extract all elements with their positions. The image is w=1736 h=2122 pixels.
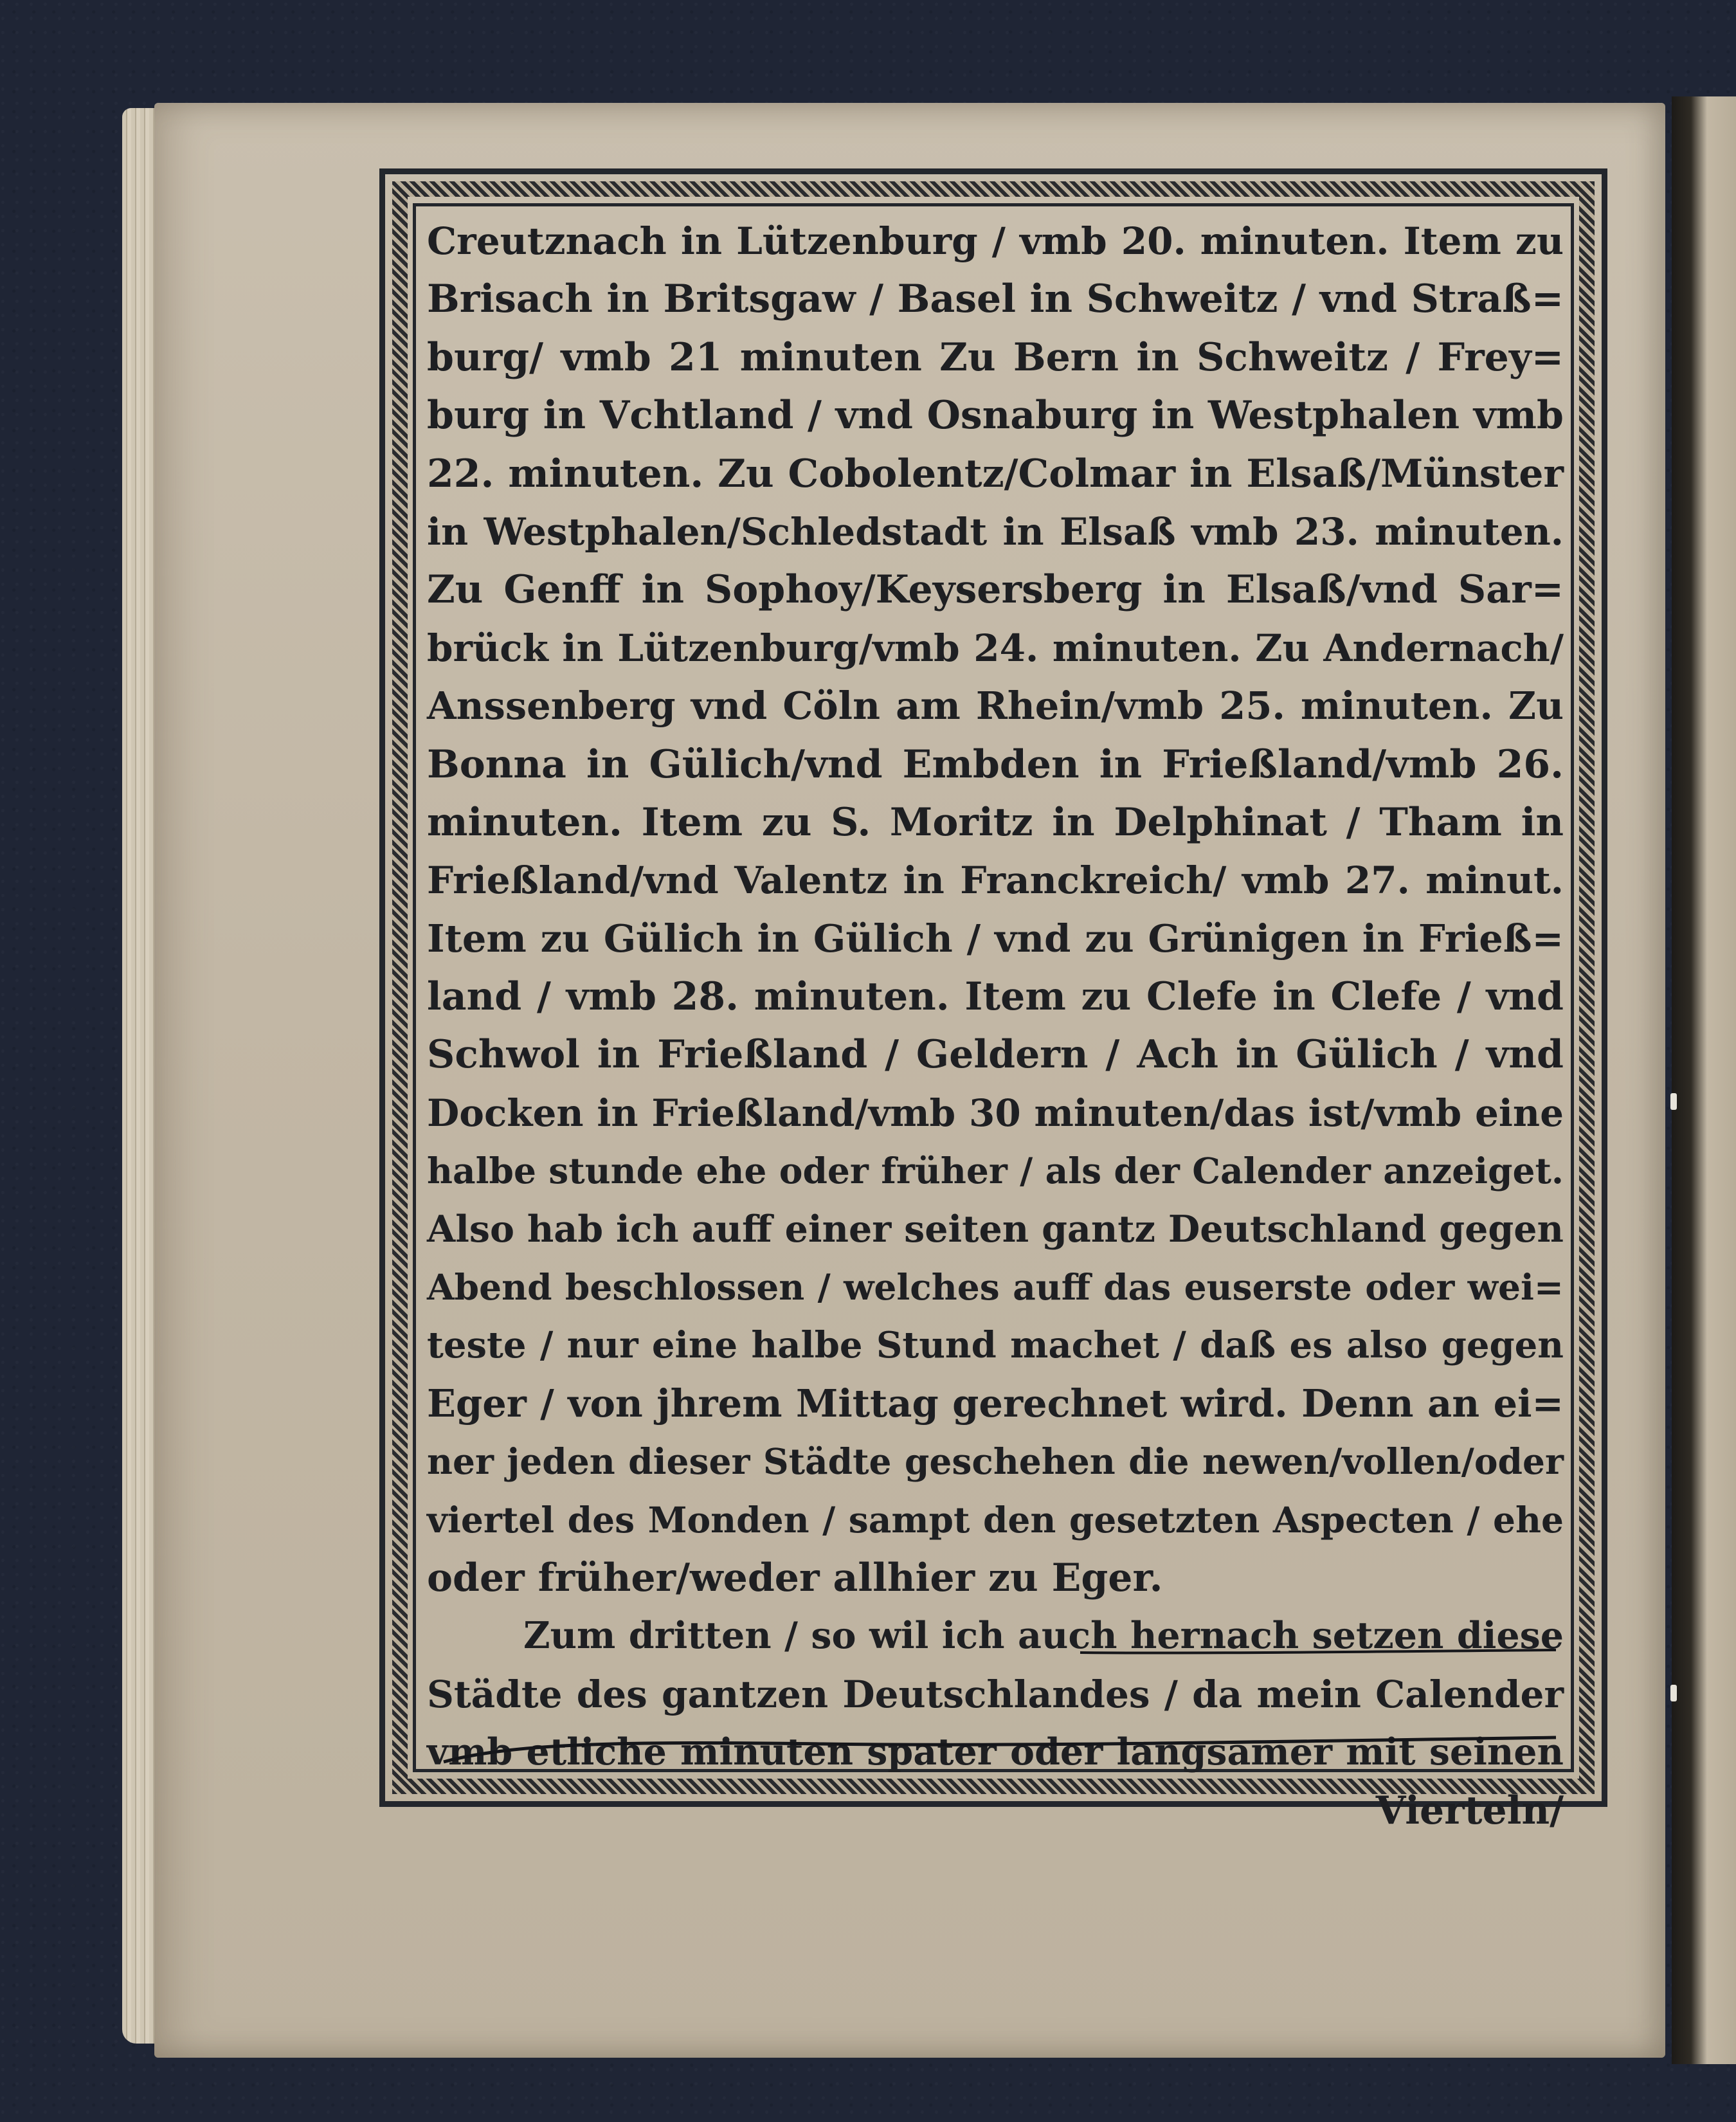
text-line: Docken in Frießland/vmb 30 minuten/das ist/vmb eine	[427, 1091, 1564, 1135]
text-line: Brisach in Britsgaw / Basel in Schweitz / vnd Straß=	[427, 277, 1564, 322]
text-line: Also hab ich auff einer seiten gantz Deutschland gegen	[427, 1207, 1564, 1251]
handwritten-underline	[437, 1736, 1569, 1775]
text-line: burg in Vchtland / vnd Osnaburg in Westphalen vmb	[427, 393, 1564, 439]
text-line: brück in Lützenburg/vmb 24. minuten. Zu Andernach/	[427, 626, 1564, 670]
text-line: oder früher/weder allhier zu Eger.	[427, 1555, 1163, 1601]
text-line: Anssenberg vnd Cöln am Rhein/vmb 25. minuten. Zu	[427, 684, 1564, 729]
text-line: Zum dritten / so wil ich auch hernach setzen diese	[523, 1614, 1564, 1658]
binding-stitch	[1670, 1093, 1677, 1110]
text-line: Zu Genff in Sophoy/Keysersberg in Elsaß/vnd Sar=	[427, 567, 1564, 613]
catchword: Vierteln/	[1375, 1788, 1564, 1833]
text-line: Bonna in Gülich/vnd Embden in Frießland/vmb 26.	[427, 741, 1564, 787]
text-line: ner jeden dieser Städte geschehen die newen/vollen/oder	[427, 1440, 1564, 1483]
text-line: burg/ vmb 21 minuten Zu Bern in Schweitz / Frey=	[427, 334, 1564, 380]
printed-text-block	[424, 212, 1566, 1833]
text-line: 22. minuten. Zu Cobolentz/Colmar in Elsaß/Münster	[427, 451, 1564, 496]
binding-stitch	[1670, 1685, 1677, 1701]
text-line: Item zu Gülich in Gülich / vnd zu Grünigen in Frieß=	[427, 916, 1564, 961]
text-line: Abend beschlossen / welches auff das euserste oder wei=	[427, 1266, 1564, 1309]
text-line: halbe stunde ehe oder früher / als der Calender anzeiget.	[427, 1150, 1564, 1192]
text-line: vmb etliche minuten spater oder langsamer mit seinen	[427, 1730, 1564, 1774]
text-line: Frießland/vnd Valentz in Franckreich/ vmb 27. minut.	[427, 858, 1564, 903]
text-line: Creutznach in Lützenburg / vmb 20. minuten. Item zu	[427, 219, 1564, 263]
text-line: in Westphalen/Schledstadt in Elsaß vmb 23. minuten.	[427, 509, 1564, 554]
text-line: land / vmb 28. minuten. Item zu Clefe in Clefe / vnd	[427, 974, 1564, 1020]
text-line: viertel des Monden / sampt den gesetzten Aspecten / ehe	[427, 1498, 1564, 1541]
text-line: minuten. Item zu S. Moritz in Delphinat / Tham in	[427, 799, 1564, 845]
text-line: teste / nur eine halbe Stund machet / daß es also gegen	[427, 1324, 1564, 1367]
text-line: Eger / von jhrem Mittag gerechnet wird. Denn an ei=	[427, 1381, 1564, 1426]
text-line: Städte des gantzen Deutschlandes / da mein Calender	[427, 1672, 1564, 1716]
book-gutter	[1672, 96, 1736, 2064]
text-line: Schwol in Frießland / Geldern / Ach in Gülich / vnd	[427, 1032, 1564, 1078]
